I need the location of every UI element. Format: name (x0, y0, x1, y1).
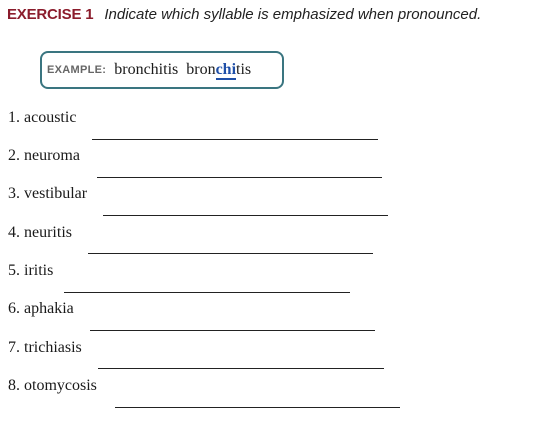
item-word: vestibular (24, 185, 88, 202)
answer-line-5[interactable] (64, 292, 350, 293)
exercise-label: EXERCISE 1 (7, 6, 94, 23)
item-number: 4. (8, 224, 20, 241)
example-answer-prefix: bron (186, 61, 216, 78)
item-number: 3. (8, 185, 20, 202)
answer-line-8[interactable] (115, 407, 400, 408)
answer-line-3[interactable] (103, 215, 388, 216)
item-number: 7. (8, 339, 20, 356)
example-answer-suffix: tis (236, 61, 252, 78)
exercise-item-3 (8, 185, 87, 203)
item-number: 8. (8, 377, 20, 394)
answer-line-7[interactable] (98, 368, 384, 369)
exercise-instruction: Indicate which syllable is emphasized when pronounced. (104, 6, 482, 23)
answer-line-6[interactable] (90, 330, 375, 331)
answer-line-1[interactable] (92, 139, 378, 140)
item-word: iritis (24, 262, 54, 279)
item-word: neuroma (24, 147, 80, 164)
example-stressed-syllable: chi (215, 61, 237, 78)
example-word: bronchitis (114, 61, 179, 78)
exercise-item-7 (8, 339, 82, 357)
example-tag: EXAMPLE: (47, 64, 107, 76)
item-number: 2. (8, 147, 20, 164)
item-word: otomycosis (24, 377, 97, 394)
example-box (40, 51, 284, 89)
exercise-item-5 (8, 262, 53, 280)
example-answer (186, 61, 251, 79)
item-number: 1. (8, 109, 20, 126)
item-word: acoustic (24, 109, 77, 126)
item-word: neuritis (24, 224, 72, 241)
answer-line-2[interactable] (97, 177, 382, 178)
answer-line-4[interactable] (88, 253, 373, 254)
item-number: 5. (8, 262, 20, 279)
exercise-item-1 (8, 109, 76, 127)
item-number: 6. (8, 300, 20, 317)
item-word: aphakia (24, 300, 74, 317)
exercise-item-4 (8, 224, 72, 242)
item-word: trichiasis (24, 339, 82, 356)
exercise-item-2 (8, 147, 80, 165)
exercise-item-8 (8, 377, 97, 395)
exercise-item-6 (8, 300, 74, 318)
exercise-header (7, 6, 481, 24)
